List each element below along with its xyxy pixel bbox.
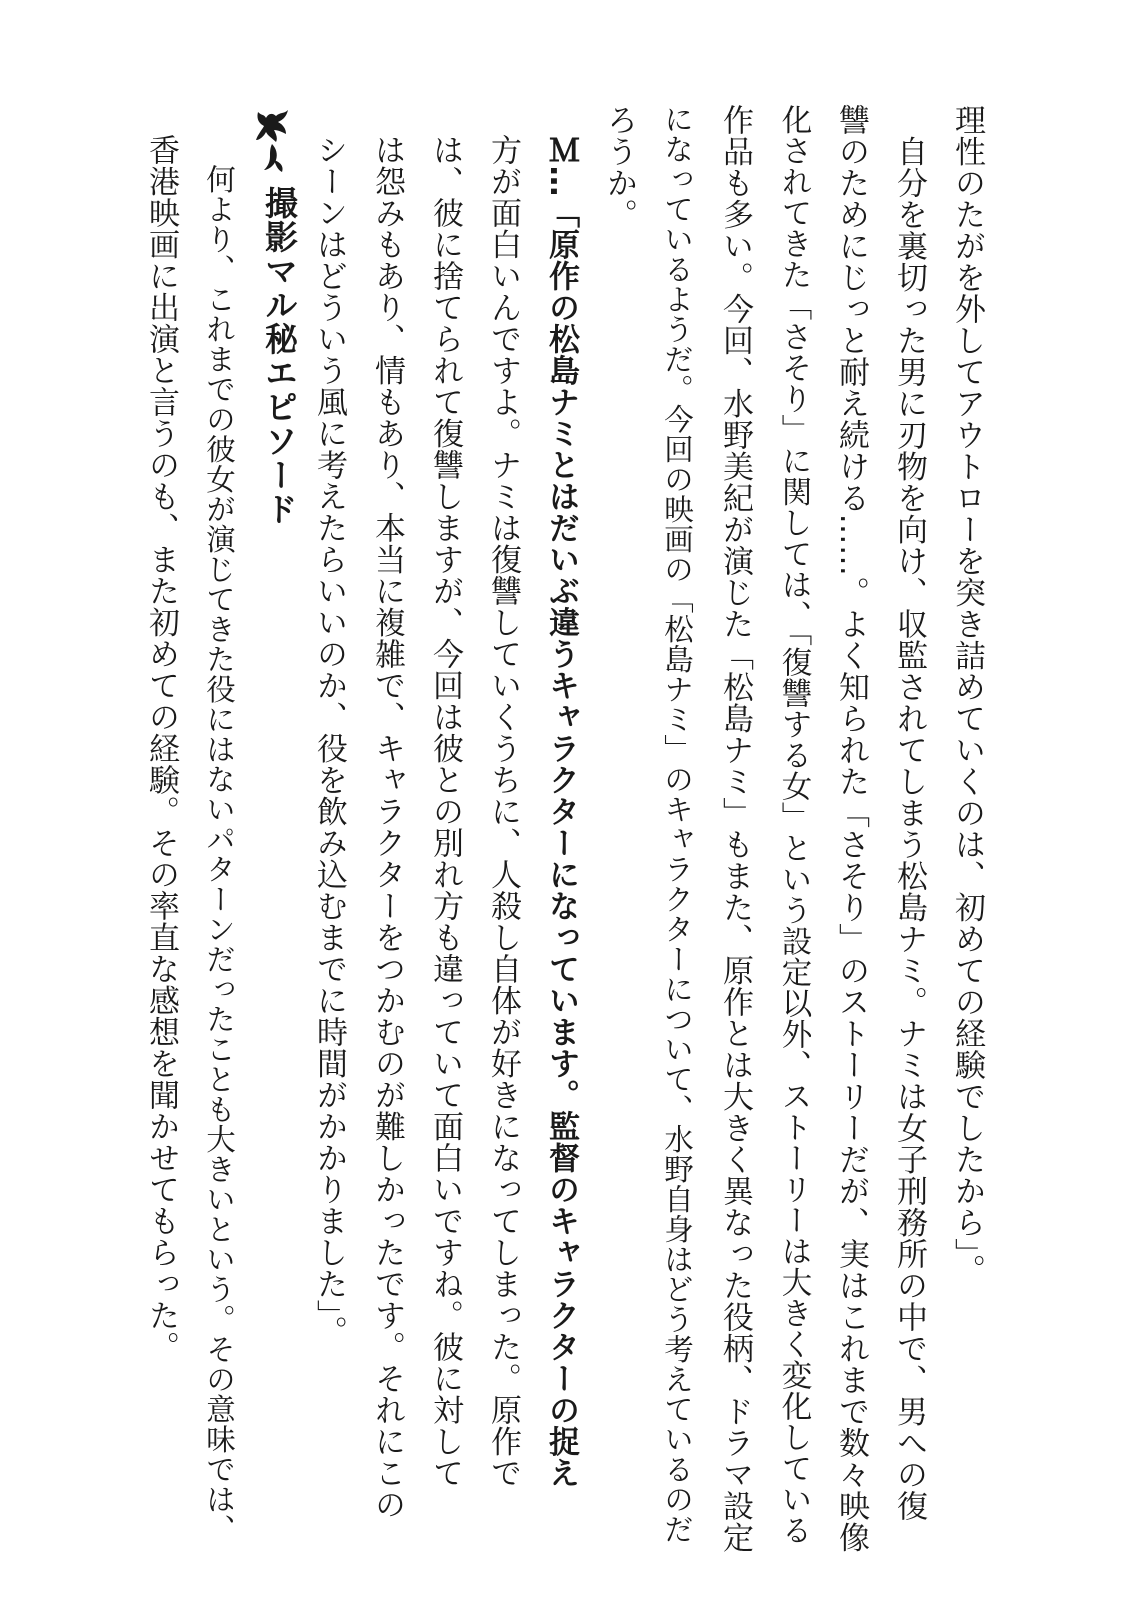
text-column-3: 讐のためにじっと耐え続ける……。よく知られた「さそり」のストーリーだが、実はこれまで数々映像 [833, 104, 869, 1553]
text-column-12: シーンはどういう風に考えたらいいのか、役を飲み込むまでに時間がかかりました」。 [311, 134, 347, 1347]
text-column-8: Ｍ…「原作の松島ナミとはだいぶ違うキャラクターになっています。監督のキャラクターの捉え [543, 134, 579, 1489]
text-column-1: 理性のたがを外してアウトローを突き詰めていくのは、初めての経験でしたから」。 [949, 104, 985, 1286]
text-column-5: 作品も多い。今回、水野美紀が演じた「松島ナミ」もまた、原作とは大きく異なった役柄、ドラマ設定 [717, 104, 753, 1553]
text-column-11: は怨みもあり、情もあり、本当に複雑で、キャラクターをつかむのが難しかったです。それにこの [369, 134, 405, 1520]
section-heading: 撮影マル秘エピソード [260, 186, 299, 526]
text-column-14: 香港映画に出演と言うのも、また初めての経験。その率直な感想を聞かせてもらった。 [143, 134, 179, 1363]
text-column-4: 化されてきた「さそり」に関しては、「復讐する女」という設定以外、ストーリーは大きく変化している [776, 104, 811, 1546]
text-column-6: になっているようだ。今回の映画の「松島ナミ」のキャラクターについて、水野自身はどう考えているのだ [660, 104, 694, 1544]
text-column-13: 何より、これまでの彼女が演じてきた役にはないパターンだったことも大きいという。その意味では、 [202, 134, 236, 1544]
text-column-10: は、彼に捨てられて復讐しますが、今回は彼との別れ方も違っていて面白いですね。彼に対して [427, 134, 463, 1489]
text-column-9: 方が面白いんですよ。ナミは復讐していくうちに、人殺し自体が好きになってしまった。原作で [485, 134, 521, 1489]
scorpion-icon [252, 108, 292, 174]
text-column-7: ろうか。 [601, 104, 637, 230]
text-column-2: 自分を裏切った男に刃物を向け、収監されてしまう松島ナミ。ナミは女子刑務所の中で、男への復 [891, 104, 927, 1522]
